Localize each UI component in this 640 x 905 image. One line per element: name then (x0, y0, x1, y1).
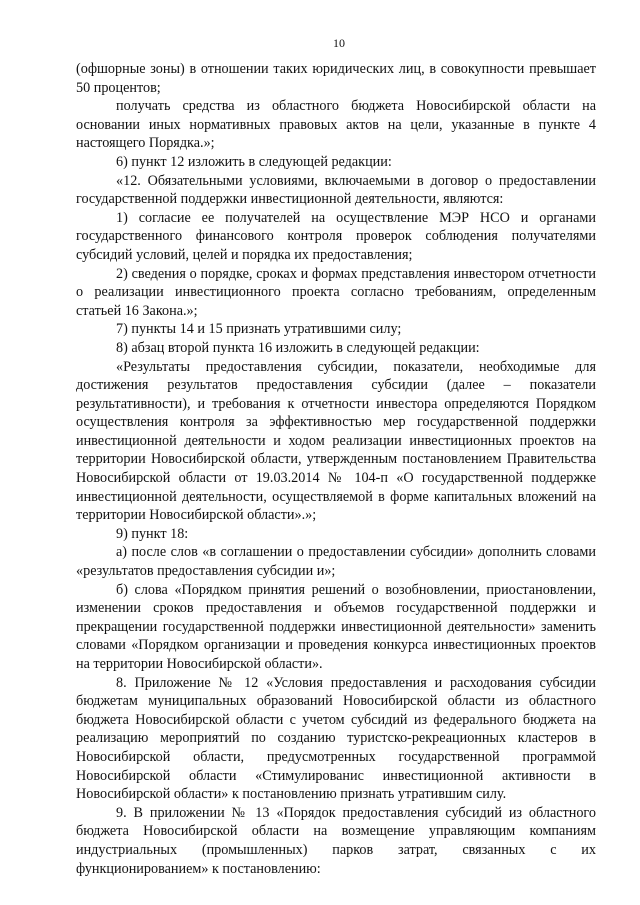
paragraph: 2) сведения о порядке, сроках и формах представления инвестором отчетности о реализации инвестиционного проекта согласно требованиям, определенным статьей 16 Закона.»; (76, 265, 596, 319)
paragraph: 8. Приложение № 12 «Условия предоставления и расходования субсидии бюджетам муниципальных образований Новосибирской области из областного бюджета Новосибирской области с учетом субсидий из федерального бюджета на реализацию мероприятий по созданию туристско-рекреационных кластеров в Новосибирской области, предусмотренных государственной программой Новосибирской области «Стимулированис инвестиционной активности в Новосибирской области» к постановлению признать утратившим силу. (76, 674, 596, 803)
paragraph: 6) пункт 12 изложить в следующей редакции: (116, 153, 392, 170)
paragraph: «Результаты предоставления субсидии, показатели, необходимые для достижения результатов предоставления субсидии (далее – показатели результативности), и требования к отчетности инвестора определяются Порядком осуществления контроля за эффективностью мер государственной поддержки инвестиционной деятельности и ходом реализации инвестиционных проектов на территории Новосибирской области, утвержденным постановлением Правительства Новосибирской области от 19.03.2014 № 104-п «О государственной поддержке инвестиционной деятельности, осуществляемой в форме капитальных вложений на территории Новосибирской области».»; (76, 358, 596, 524)
paragraph: (офшорные зоны) в отношении таких юридических лиц, в совокупности превышает 50 процентов; (76, 61, 596, 96)
paragraph: «12. Обязательными условиями, включаемыми в договор о предоставлении государственной поддержки инвестиционной деятельности, являются: (76, 172, 596, 208)
page-number: 10 (333, 36, 345, 50)
document-body (76, 60, 596, 878)
paragraph: 1) согласие ее получателей на осуществление МЭР НСО и органами государственного финансового контроля проверок соблюдения получателями субсидий условий, целей и порядка их предоставления; (76, 209, 596, 263)
paragraph: получать средства из областного бюджета Новосибирской области на основании иных нормативных правовых актов на цели, указанные в пункте 4 настоящего Порядка.»; (76, 98, 596, 152)
paragraph: а) после слов «в соглашении о предоставлении субсидии» дополнить словами «результатов предоставления субсидии и»; (76, 544, 596, 580)
paragraph: 9) пункт 18: (116, 525, 189, 542)
paragraph: 9. В приложении № 13 «Порядок предоставления субсидий из областного бюджета Новосибирской области на возмещение управляющим компаниям индустриальных (промышленных) парков затрат, связанных с их функционированием» к постановлению: (76, 804, 596, 877)
paragraph: б) слова «Порядком принятия решений о возобновлении, приостановлении, изменении сроков предоставления и объемов государственной поддержки и прекращении государственной поддержки инвестиционной деятельности» заменить словами «Порядком организации и проведения конкурса инвестиционных проектов на территории Новосибирской области». (76, 581, 596, 672)
paragraph: 8) абзац второй пункта 16 изложить в следующей редакции: (116, 339, 480, 356)
paragraph: 7) пункты 14 и 15 признать утратившими силу; (116, 321, 402, 338)
